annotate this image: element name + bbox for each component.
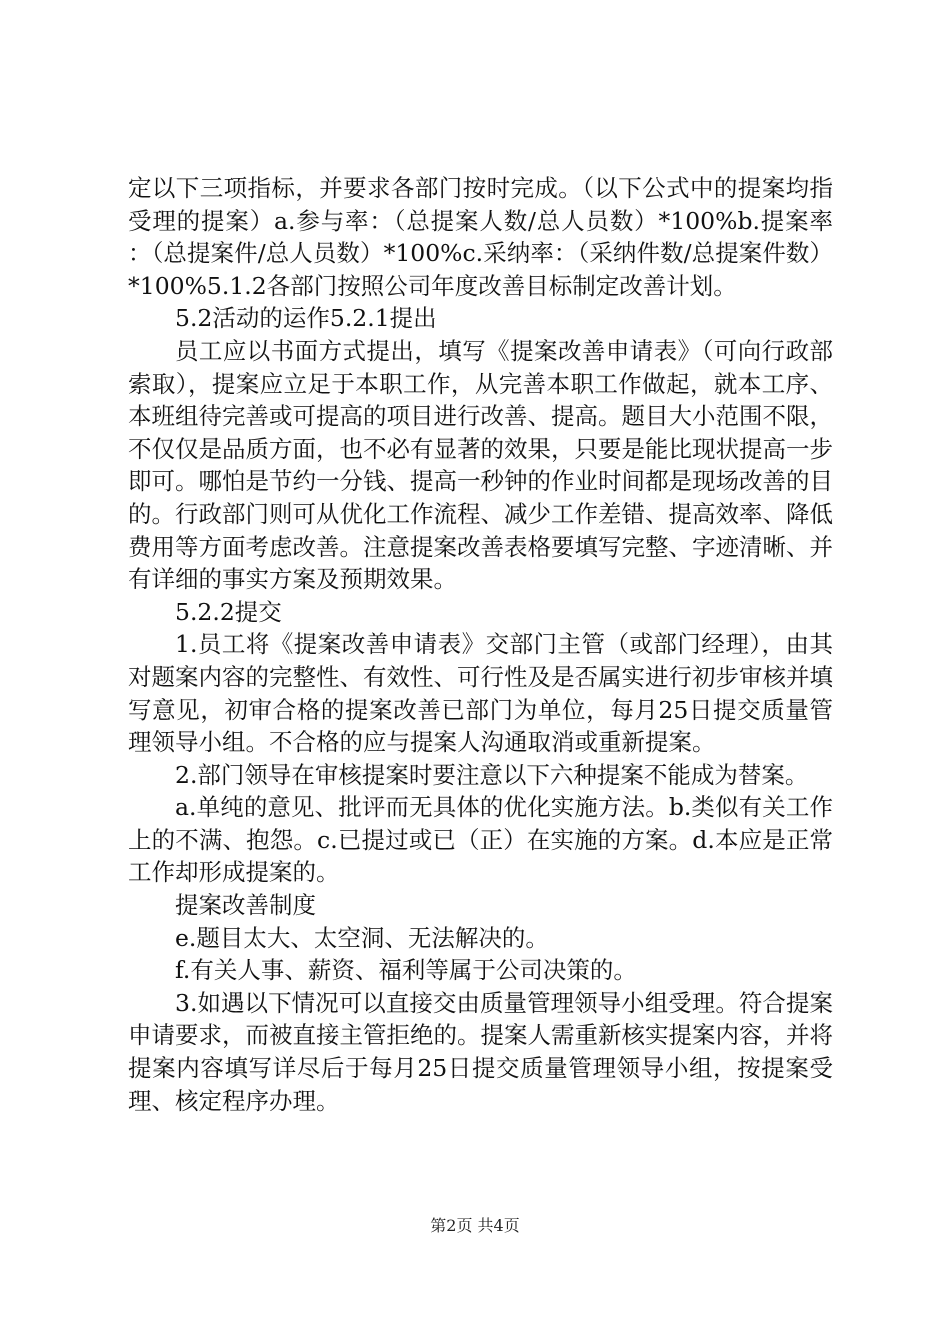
paragraph-rejection-list: a.单纯的意见、批评而无具体的优化实施方法。b.类似有关工作上的不满、抱怨。c.已提过或已（正）在实施的方案。d.本应是正常工作却形成提案的。 [128, 793, 833, 887]
running-title-label: 提案改善制度 [175, 891, 316, 920]
page-number-footer: 第2页 共4页 [430, 1216, 520, 1235]
paragraph-step-2: 2.部门领导在审核提案时要注意以下六种提案不能成为替案。 [175, 760, 809, 789]
paragraph-indicators: 定以下三项指标，并要求各部门按时完成。（以下公式中的提案均指受理的提案）a.参与率：（总提案人数/总人员数）*100%b.提案率：（总提案件/总人员数）*100%c.采纳率：（采纳件数/总提案件数）*100%5.1.2各部门按照公司年度改善目标制定改善计划。 [128, 174, 833, 300]
paragraph-step-3: 3.如遇以下情况可以直接交由质量管理领导小组受理。符合提案申请要求，而被直接主管拒绝的。提案人需重新核实提案内容，并将提案内容填写详尽后于每月25日提交质量管理领导小组，按提案受理、核定程序办理。 [128, 988, 833, 1115]
paragraph-step-1: 1.员工将《提案改善申请表》交部门主管（或部门经理），由其对题案内容的完整性、有效性、可行性及是否属实进行初步审核并填写意见，初审合格的提案改善已部门为单位，每月25日提交质量管理领导小组。不合格的应与提案人沟通取消或重新提案。 [128, 630, 833, 757]
heading-5-2-2-submit: 5.2.2提交 [175, 597, 282, 626]
heading-5-2-activity-operation: 5.2活动的运作5.2.1提出 [175, 304, 437, 333]
paragraph-submission-method: 员工应以书面方式提出，填写《提案改善申请表》（可向行政部索取），提案应立足于本职工作，从完善本职工作做起，就本工序、本班组待完善或可提高的项目进行改善、提高。题目大小范围不限，不仅仅是品质方面，也不必有显著的效果，只要是能比现状提高一步即可。哪怕是节约一分钱、提高一秒钟的作业时间都是现场改善的目的。行政部门则可从优化工作流程、减少工作差错、提高效率、降低费用等方面考虑改善。注意提案改善表格要填写完整、字迹清晰、并有详细的事实方案及预期效果。 [128, 336, 833, 594]
document-body [128, 172, 833, 1117]
paragraph-item-e: e.题目太大、太空洞、无法解决的。 [175, 923, 549, 952]
paragraph-item-f: f.有关人事、薪资、福利等属于公司决策的。 [175, 956, 637, 985]
